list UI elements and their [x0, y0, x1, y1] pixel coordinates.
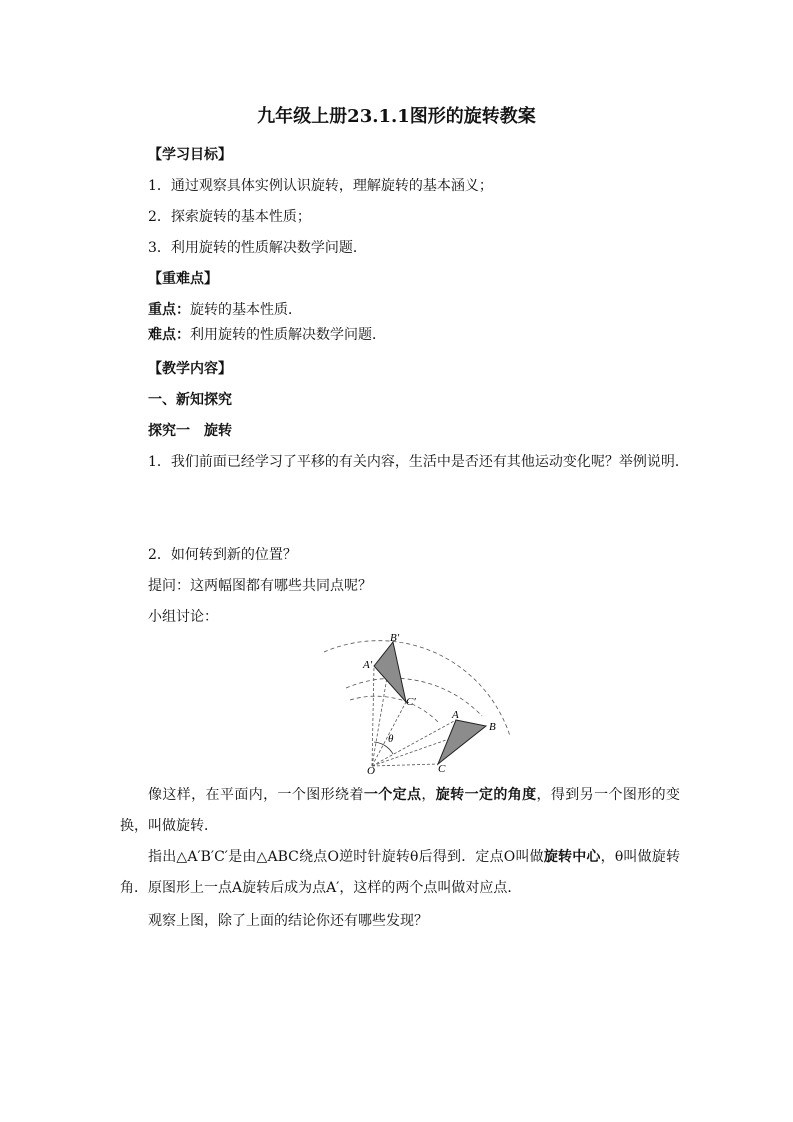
label-A-prime: A′	[363, 659, 373, 671]
goal-item-3: 3．利用旋转的性质解决数学问题．	[148, 240, 367, 256]
point-bold-center: 旋转中心	[543, 849, 601, 865]
point-part-1: 指出△A′B′C′是由△ABC绕点O逆时针旋转θ后得到．定点O叫做	[148, 849, 544, 865]
label-A: A	[452, 709, 459, 721]
prompt-line: 提问：这两幅图都有哪些共同点呢？	[148, 578, 372, 594]
def-part-3: ，得到另一个图形的变换，叫做旋转．	[120, 787, 681, 834]
question-1: 1．我们前面已经学习了平移的有关内容，生活中是否还有其他运动变化呢？举例说明．	[148, 454, 689, 470]
rotation-figure	[318, 630, 518, 775]
arc-inner	[350, 696, 438, 722]
key-points-heading: 【重难点】	[148, 271, 218, 287]
def-bold-fixed-point: 一个定点	[363, 787, 422, 803]
question-2: 2．如何转到新的位置？	[148, 547, 297, 563]
triangle-A-prime-B-prime-C-prime	[374, 642, 406, 702]
difficulty-text: 利用旋转的性质解决数学问题．	[190, 327, 386, 343]
point-part-2: ，θ叫做旋转角．原图形上一点A旋转后成为点A′，这样的两个点叫做对应点．	[120, 849, 680, 896]
label-B: B	[489, 721, 496, 733]
def-bold-angle: 旋转一定的角度	[435, 787, 537, 803]
arc-outer	[324, 641, 510, 736]
definition-paragraph	[120, 780, 680, 842]
page-title: 九年级上册23.1.1图形的旋转教案	[257, 106, 536, 127]
content-heading: 【教学内容】	[148, 361, 232, 377]
line-O-Aprime	[372, 666, 374, 766]
focus-text: 旋转的基本性质．	[190, 302, 302, 318]
label-theta: θ	[388, 733, 394, 745]
section-heading: 一、新知探究	[148, 392, 232, 408]
explore-heading: 探究一 旋转	[148, 423, 232, 439]
observe-line: 观察上图，除了上面的结论你还有哪些发现？	[148, 913, 428, 929]
goals-heading: 【学习目标】	[148, 147, 232, 163]
focus-line	[148, 301, 302, 319]
difficulty-label: 难点：	[148, 327, 190, 343]
rotation-center-paragraph	[120, 842, 680, 904]
difficulty-line	[148, 326, 386, 344]
goal-item-1: 1．通过观察具体实例认识旋转，理解旋转的基本涵义；	[148, 178, 493, 194]
goal-item-2: 2．探索旋转的基本性质；	[148, 209, 311, 225]
triangle-ABC	[438, 720, 486, 764]
def-part-2: ，	[421, 787, 436, 803]
label-C: C	[438, 763, 446, 775]
def-part-1: 像这样，在平面内，一个图形绕着	[148, 787, 364, 803]
label-O: O	[367, 765, 375, 775]
focus-label: 重点：	[148, 302, 190, 318]
label-C-prime: C′	[406, 696, 416, 708]
line-O-C	[372, 764, 438, 766]
group-discussion: 小组讨论：	[148, 609, 218, 625]
label-B-prime: B′	[390, 632, 400, 644]
